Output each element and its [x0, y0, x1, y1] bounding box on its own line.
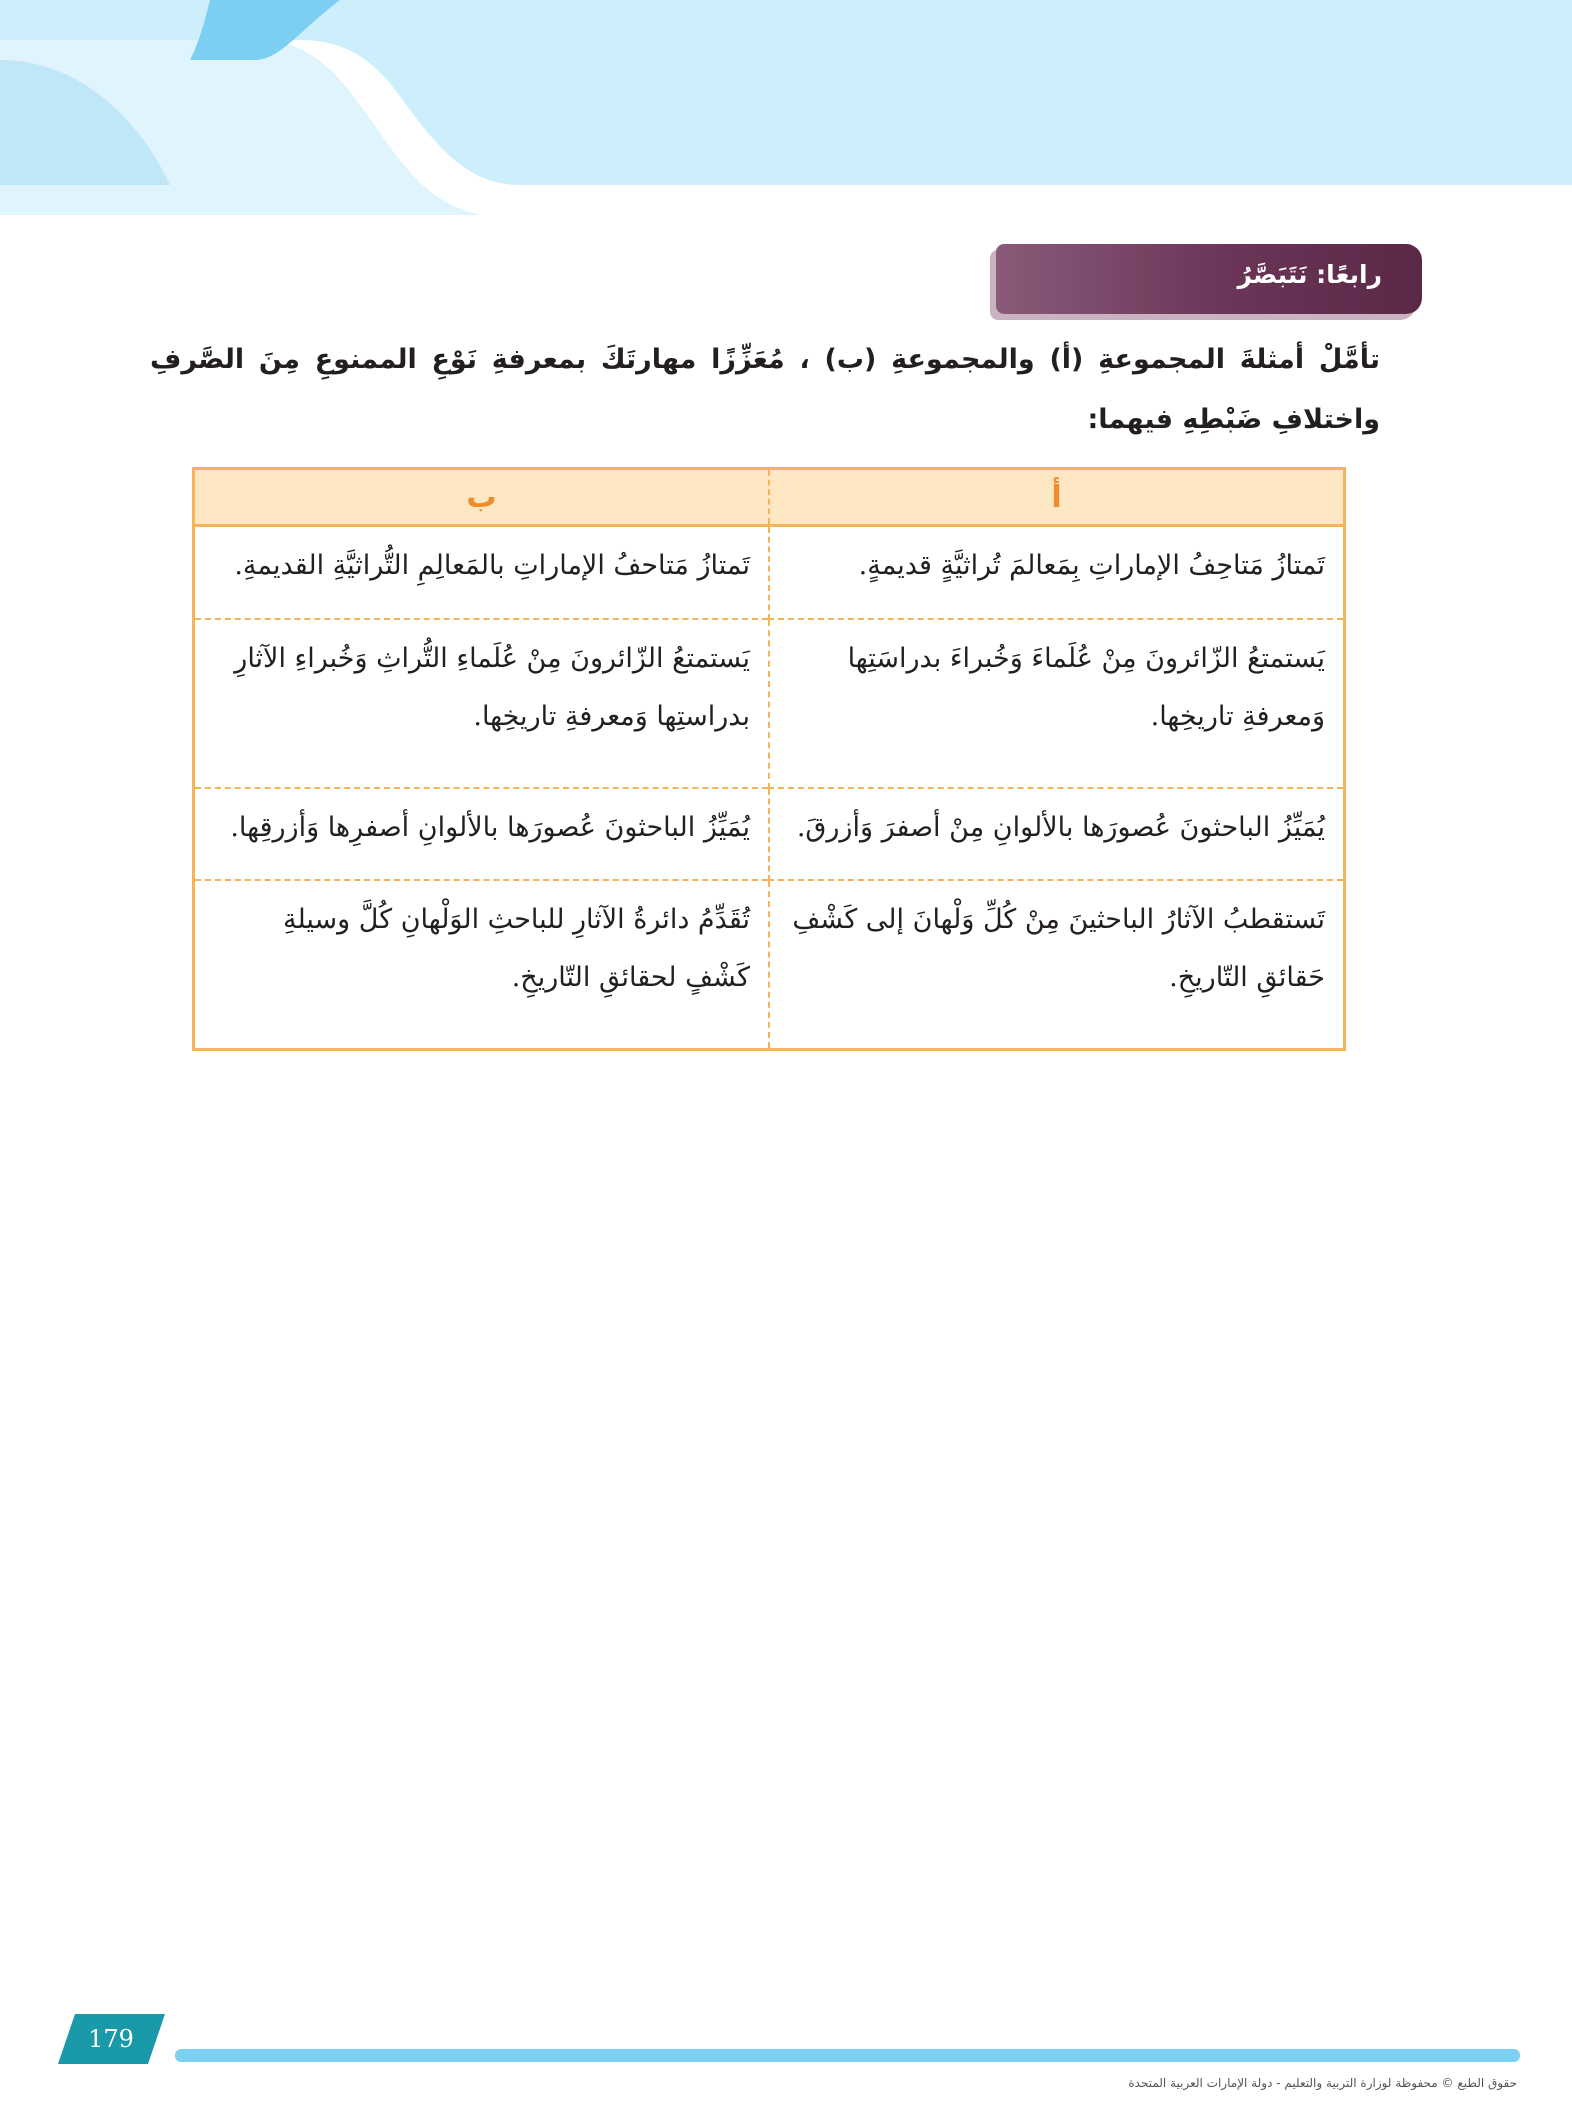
table-cell-b: يُمَيِّزُ الباحثونَ عُصورَها بالألوانِ أصفرِها وَأزرقِها.	[195, 788, 769, 880]
table-cell-b: تَمتازُ مَتاحفُ الإماراتِ بالمَعالِمِ التُّراثيَّةِ القديمةِ.	[195, 526, 769, 619]
table-row	[195, 619, 1343, 788]
page-number: 179	[88, 2025, 134, 2053]
copyright-note: حقوق الطبع © محفوظة لوزارة التربية والتعليم - دولة الإمارات العربية المتحدة	[1128, 2076, 1517, 2090]
section-heading-text: رابعًا: نَتَبَصَّرُ	[1237, 260, 1382, 289]
table-cell-a: يَستمتعُ الزّائرونَ مِنْ عُلَماءَ وَخُبراءَ بدراسَتِها وَمعرفةِ تاريخِها.	[769, 619, 1343, 788]
table-cell-b: تُقَدِّمُ دائرةُ الآثارِ للباحثِ الوَلْهانِ كُلَّ وسيلةِ كَشْفٍ لحقائقِ التّاريخِ.	[283, 904, 750, 994]
column-header-a: أ	[769, 470, 1343, 526]
table-header-row	[195, 470, 1343, 526]
column-header-b: ب	[195, 470, 769, 526]
table-cell-a: تَستقطبُ الآثارُ الباحثينَ مِنْ كُلِّ وَلْهانَ إلى كَشْفِ حَقائقِ التّاريخِ.	[769, 880, 1343, 1048]
table-row	[195, 880, 1343, 1048]
footer-decoration	[0, 2000, 1572, 2125]
table-row	[195, 526, 1343, 619]
table-cell-b: يَستمتعُ الزّائرونَ مِنْ عُلَماءِ التُّراثِ وَخُبراءِ الآثارِ بدراستِها وَمعرفةِ تاريخِها.	[195, 619, 769, 788]
comparison-table	[192, 467, 1346, 1051]
instruction-text: تأمَّلْ أمثلةَ المجموعةِ (أ) والمجموعةِ (ب) ، مُعَزِّزًا مهارتَكَ بمعرفةِ نَوْعِ الممنوعِ مِنَ الصَّرفِ واختلافِ ضَبْطِهِ فيهما:	[150, 344, 1380, 435]
table-row	[195, 788, 1343, 880]
table-cell-a: تَمتازُ مَتاحِفُ الإماراتِ بِمَعالمَ تُراثيَّةٍ قديمةٍ.	[769, 526, 1343, 619]
section-heading	[996, 244, 1422, 314]
table-cell-a: يُمَيِّزُ الباحثونَ عُصورَها بالألوانِ مِنْ أصفرَ وَأزرقَ.	[769, 788, 1343, 880]
header-decoration	[0, 0, 1572, 230]
